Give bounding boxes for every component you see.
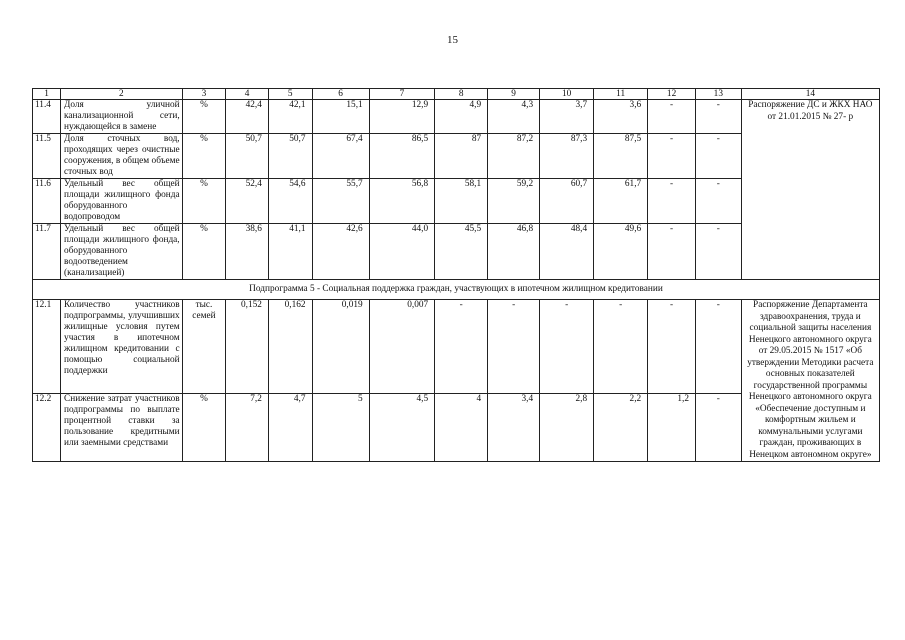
value-cell: 12,9 [369, 100, 434, 134]
value-cell: 41,1 [268, 224, 312, 280]
value-cell: - [695, 100, 741, 134]
value-cell: 5 [312, 394, 369, 462]
value-cell: 56,8 [369, 179, 434, 224]
value-cell: 87,5 [594, 134, 648, 179]
indicators-table [32, 88, 880, 462]
value-cell: 54,6 [268, 179, 312, 224]
indicator-name: Удельный вес общей площади жилищного фонда, оборудованного водоотведением (канализацией) [61, 224, 183, 280]
unit-cell: тыс. семей [182, 300, 226, 394]
indicator-name: Доля уличной канализационной сети, нуждающейся в замене [61, 100, 183, 134]
value-cell: - [648, 100, 696, 134]
header-cell: 4 [226, 89, 269, 100]
source-note: Распоряжение Департамента здравоохранения, труда и социальной защиты населения Ненецкого автономного округа от 29.05.2015 № 1517 «Об утверждении Методики расчета основных показателей государственной программы Ненецкого автономного округа «Обеспечение доступным и комфортным жильем и коммунальными услугами граждан, проживающих в Ненецком автономном округе» [741, 300, 879, 462]
subprogram-title: Подпрограмма 5 - Социальная поддержка граждан, участвующих в ипотечном жилищном кредитовании [33, 280, 880, 300]
value-cell: 60,7 [540, 179, 594, 224]
value-cell: 42,4 [226, 100, 269, 134]
value-cell: 4,9 [435, 100, 488, 134]
indicator-name: Удельный вес общей площади жилищного фонда оборудованного водопроводом [61, 179, 183, 224]
value-cell: 4,3 [488, 100, 540, 134]
value-cell: 3,4 [488, 394, 540, 462]
value-cell: - [695, 224, 741, 280]
value-cell: 86,5 [369, 134, 434, 179]
value-cell: 61,7 [594, 179, 648, 224]
header-cell: 13 [695, 89, 741, 100]
value-cell: - [648, 300, 696, 394]
value-cell: 0,152 [226, 300, 269, 394]
value-cell: 38,6 [226, 224, 269, 280]
value-cell: - [695, 179, 741, 224]
header-cell: 8 [435, 89, 488, 100]
value-cell: 87,3 [540, 134, 594, 179]
unit-cell: % [182, 224, 226, 280]
header-cell: 12 [648, 89, 696, 100]
indicator-name: Количество участников подпрограммы, улучшивших жилищные условия путем участия в ипотечном жилищном кредитовании с помощью социальной поддержки [61, 300, 183, 394]
header-cell: 9 [488, 89, 540, 100]
value-cell: 0,162 [268, 300, 312, 394]
header-cell: 5 [268, 89, 312, 100]
value-cell: - [648, 224, 696, 280]
value-cell: 50,7 [226, 134, 269, 179]
value-cell: 46,8 [488, 224, 540, 280]
value-cell: 4 [435, 394, 488, 462]
value-cell: 0,019 [312, 300, 369, 394]
value-cell: 0,007 [369, 300, 434, 394]
value-cell: - [435, 300, 488, 394]
header-row [33, 89, 880, 100]
header-cell: 2 [61, 89, 183, 100]
value-cell: 45,5 [435, 224, 488, 280]
value-cell: - [648, 179, 696, 224]
value-cell: 42,6 [312, 224, 369, 280]
value-cell: 87,2 [488, 134, 540, 179]
value-cell: - [488, 300, 540, 394]
indicator-name: Снижение затрат участников подпрограммы по выплате процентной ставки за пользование кредитными или заемными средствами [61, 394, 183, 462]
value-cell: 87 [435, 134, 488, 179]
value-cell: - [695, 300, 741, 394]
row-number: 11.7 [33, 224, 61, 280]
unit-cell: % [182, 179, 226, 224]
header-cell: 3 [182, 89, 226, 100]
row-number: 11.6 [33, 179, 61, 224]
value-cell: 2,8 [540, 394, 594, 462]
value-cell: - [648, 134, 696, 179]
unit-cell: % [182, 100, 226, 134]
value-cell: - [594, 300, 648, 394]
header-cell: 6 [312, 89, 369, 100]
value-cell: 58,1 [435, 179, 488, 224]
page-number: 15 [447, 34, 458, 46]
row-number: 12.1 [33, 300, 61, 394]
row-number: 12.2 [33, 394, 61, 462]
header-cell: 10 [540, 89, 594, 100]
value-cell: 3,6 [594, 100, 648, 134]
value-cell: 2,2 [594, 394, 648, 462]
source-note: Распоряжение ДС и ЖКХ НАО от 21.01.2015 № 27- р [741, 100, 879, 280]
table-row [33, 300, 880, 394]
header-cell: 11 [594, 89, 648, 100]
indicator-name: Доля сточных вод, проходящих через очистные сооружения, в общем объеме сточных вод [61, 134, 183, 179]
value-cell: 48,4 [540, 224, 594, 280]
value-cell: 4,5 [369, 394, 434, 462]
value-cell: - [695, 394, 741, 462]
header-cell: 1 [33, 89, 61, 100]
value-cell: 1,2 [648, 394, 696, 462]
value-cell: 49,6 [594, 224, 648, 280]
value-cell: 7,2 [226, 394, 269, 462]
unit-cell: % [182, 394, 226, 462]
value-cell: 50,7 [268, 134, 312, 179]
row-number: 11.5 [33, 134, 61, 179]
row-number: 11.4 [33, 100, 61, 134]
value-cell: - [695, 134, 741, 179]
value-cell: 52,4 [226, 179, 269, 224]
value-cell: 55,7 [312, 179, 369, 224]
value-cell: 42,1 [268, 100, 312, 134]
value-cell: 59,2 [488, 179, 540, 224]
value-cell: 67,4 [312, 134, 369, 179]
unit-cell: % [182, 134, 226, 179]
header-cell: 14 [741, 89, 879, 100]
value-cell: 3,7 [540, 100, 594, 134]
table-row [33, 100, 880, 134]
header-cell: 7 [369, 89, 434, 100]
value-cell: 4,7 [268, 394, 312, 462]
value-cell: 15,1 [312, 100, 369, 134]
value-cell: - [540, 300, 594, 394]
subprogram-row [33, 280, 880, 300]
value-cell: 44,0 [369, 224, 434, 280]
